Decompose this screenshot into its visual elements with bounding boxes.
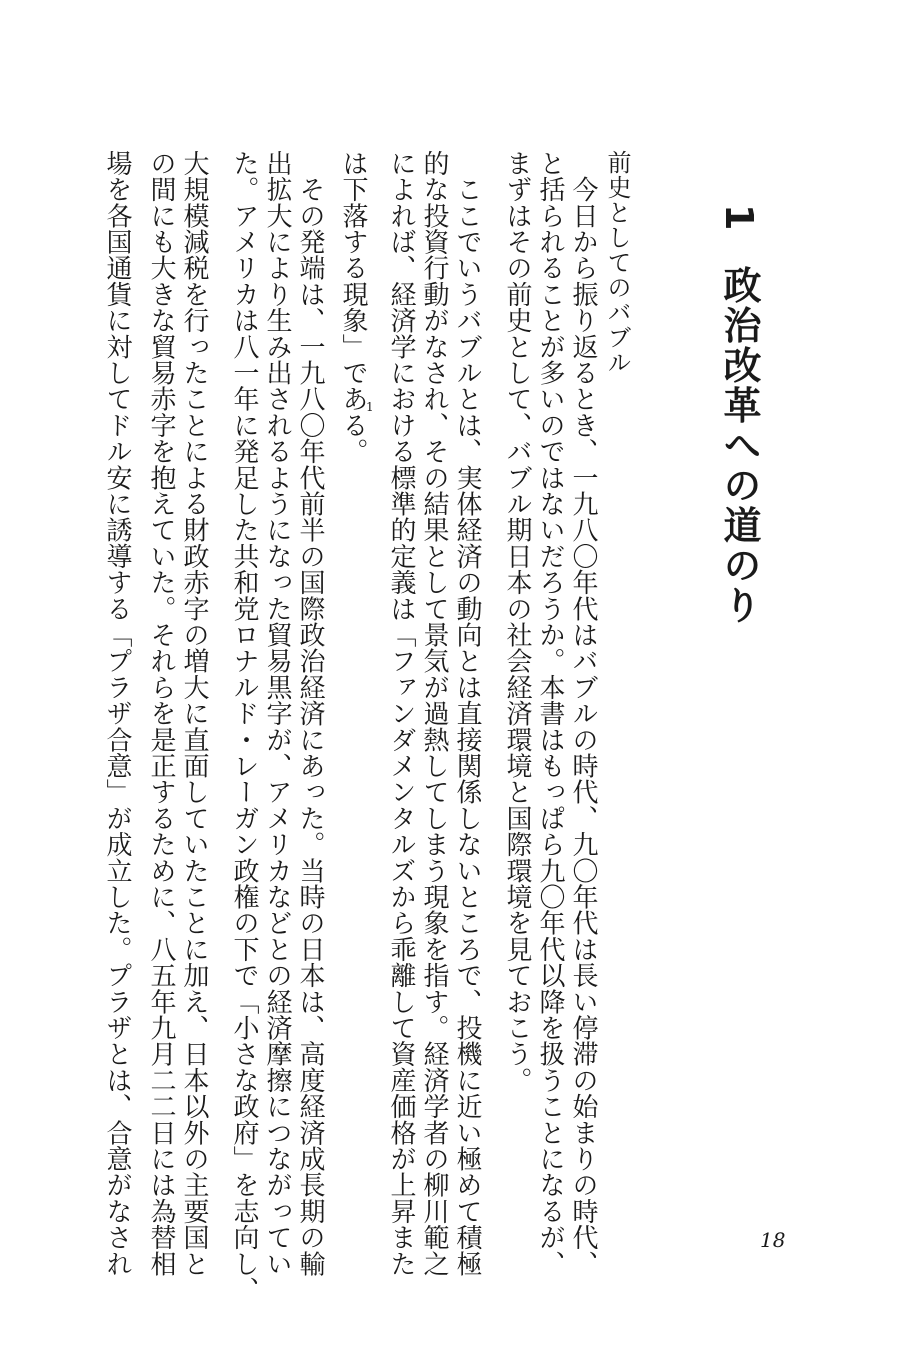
footnote-mark: 1 [366, 400, 374, 414]
chapter-title: 政治改革への道のり [717, 265, 761, 626]
body-line-9: 出拡大により生み出されるようになった貿易黒字が、アメリカなどとの経済摩擦につながってい [262, 150, 292, 1277]
body-line-1: 今日から振り返るとき、一九八〇年代はバブルの時代、九〇年代は長い停滞の始まりの時代、 [568, 150, 598, 1277]
chapter-heading [717, 204, 761, 626]
body-line-2: と括られることが多いのではないだろうか。本書はもっぱら九〇年代以降を扱うことになるが、 [535, 150, 565, 1277]
body-line-3: まずはその前史として、バブル期日本の社会経済環境と国際環境を見ておこう。 [502, 150, 532, 1094]
body-line-5: 的な投資行動がなされ、その結果として景気が過熱してしまう現象を指す。経済学者の柳川範之 [419, 150, 449, 1277]
body-line-4: ここでいうバブルとは、実体経済の動向とは直接関係しないところで、投機に近い極めて積極 [452, 150, 482, 1277]
body-line-11: 大規模減税を行ったことによる財政赤字の増大に直面していたことに加え、日本以外の主要国と [179, 150, 209, 1277]
page-number: 18 [760, 1228, 786, 1252]
body-line-7: は下落する現象」である。 [338, 150, 368, 465]
body-line-8: その発端は、一九八〇年代前半の国際政治経済にあった。当時の日本は、高度経済成長期の輸 [295, 150, 325, 1277]
body-line-10: た。アメリカは八一年に発足した共和党ロナルド・レーガン政権の下で「小さな政府」を志向し、 [229, 150, 259, 1303]
body-line-12: の間にも大きな貿易赤字を抱えていた。それらを是正するために、八五年九月二二日には為替相 [146, 150, 176, 1277]
body-line-13: 場を各国通貨に対してドル安に誘導する「プラザ合意」が成立した。プラザとは、合意がなされ [102, 150, 132, 1277]
section-heading: 前史としてのバブル [603, 150, 631, 375]
chapter-number: 1 [717, 204, 761, 233]
body-line-6: によれば、経済学における標準的定義は「ファンダメンタルズから乖離して資産価格が上昇また [386, 150, 416, 1277]
